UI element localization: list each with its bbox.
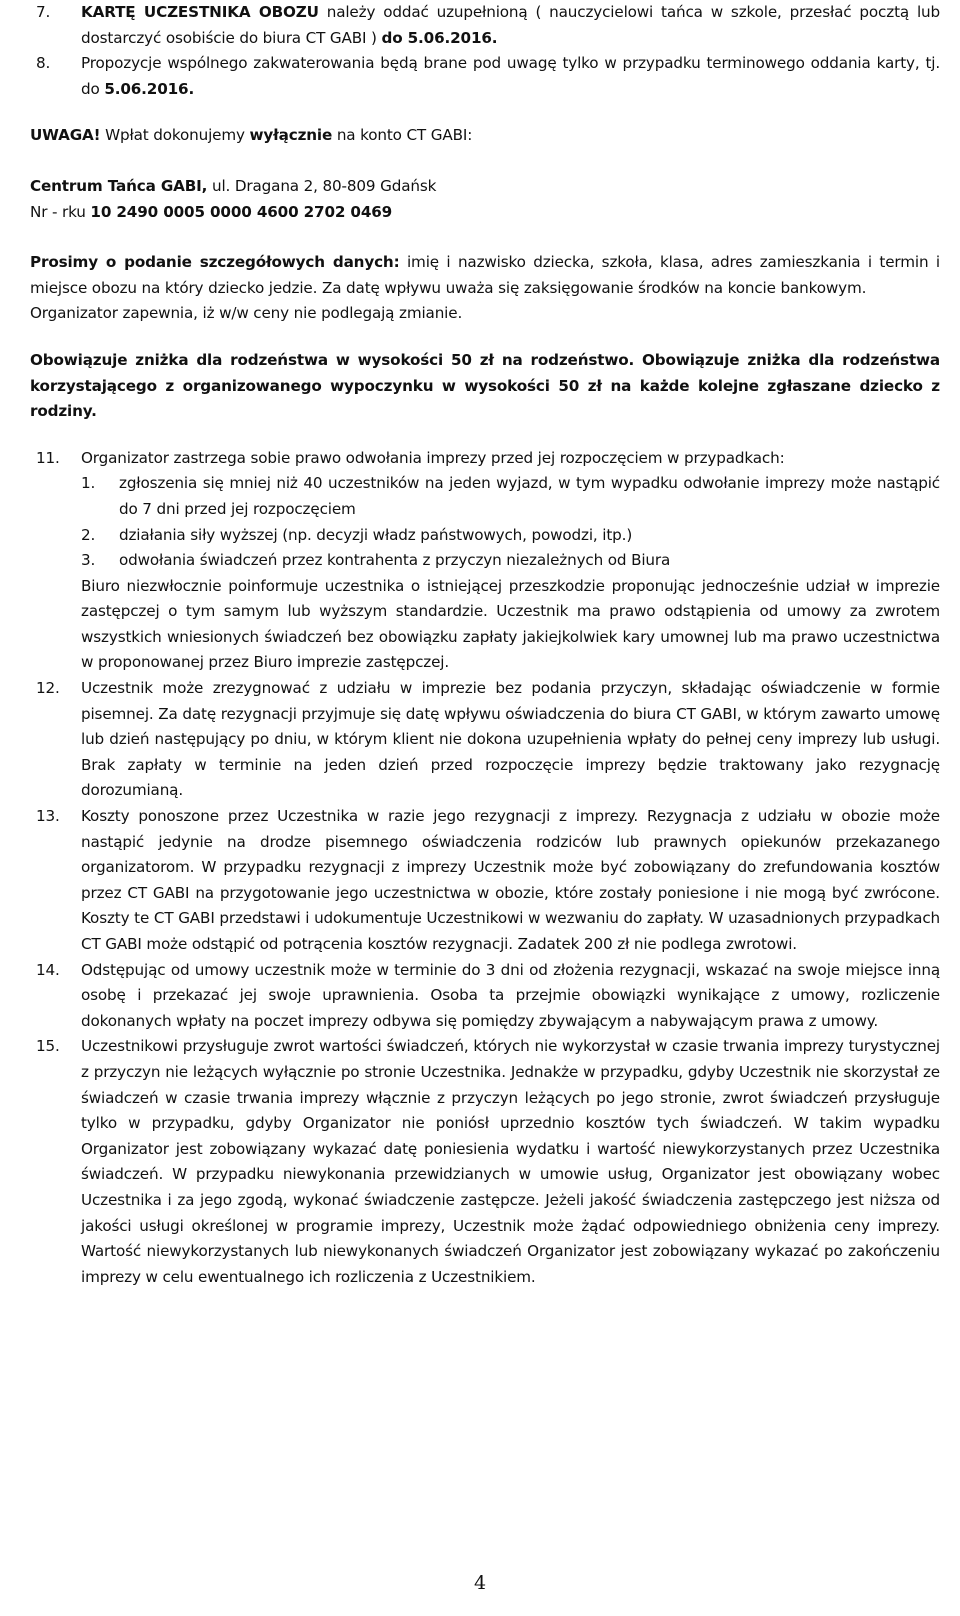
list-item-11 xyxy=(30,446,940,472)
page-number: 4 xyxy=(473,1572,487,1594)
item-text: Koszty ponoszone przez Uczestnika w razie jego rezygnacji z imprezy. Rezygnacja z udziału w obozie może nastąpić jedynie na drodze pisemnego oświadczenia rodziców lub prawnych opiekunów przekazanego organizatorom. W przypadku rezygnacji z imprezy Uczestnik może być zobowiązany do zrefundowania kosztów przez CT GABI na przygotowanie jego uczestnictwa w obozie, które zostały poniesione i nie mogą być zwrócone. Koszty te CT GABI przedstawi i udokumentuje Uczestnikowi w wezwaniu do zapłaty. W uzasadnionych przypadkach CT GABI może odstąpić od potrącenia kosztów rezygnacji. Zadatek 200 zł nie podlega zwrotowi. xyxy=(81,807,940,953)
deadline-date: 5.06.2016. xyxy=(104,79,195,98)
sibling-discount: Obowiązuje zniżka dla rodzeństwa w wysokości 50 zł na rodzeństwo. Obowiązuje zniżka dla rodzeństwa korzystającego z organizowanego wypoczynku w wysokości 50 zł na każde kolejne zgłaszane dziecko z rodziny. xyxy=(30,350,940,421)
sub-item-2 xyxy=(30,523,940,549)
bank-account: Nr - rku 10 2490 0005 0000 4600 2702 0469 xyxy=(30,202,393,221)
item-text: Organizator zastrzega sobie prawo odwołania imprezy przed jej rozpoczęciem w przypadkach: xyxy=(81,448,785,467)
sub-item-3 xyxy=(30,548,940,574)
bank-address: Centrum Tańca GABI, ul. Dragana 2, 80-809 Gdańsk xyxy=(30,176,437,195)
list-item-7 xyxy=(30,0,940,51)
item-text: Propozycje wspólnego zakwaterowania będą brane pod uwagę tylko w przypadku terminowego oddania karty, tj. do xyxy=(81,54,940,98)
item-text: Biuro niezwłocznie poinformuje uczestnika o istniejącej przeszkodzie proponując jednocześnie udział w imprezie zastępczej o tym samym lub wyższym standardzie. Uczestnik ma prawo odstąpienia od umowy za zwrotem wszystkich wniesionych świadczeń bez obowiązku zapłaty jakiejkolwiek kary umownej lub ma prawo uczestnictwa w proponowanej przez Biuro imprezie zastępczej. xyxy=(81,576,940,672)
item-number: 7. xyxy=(36,3,51,21)
sub-item-1 xyxy=(30,471,940,522)
item-11-continuation xyxy=(30,574,940,676)
bank-details xyxy=(30,174,940,225)
sub-item-text: zgłoszenia się mniej niż 40 uczestników na jeden wyjazd, w tym wypadku odwołanie imprezy może nastąpić do 7 dni przed jej rozpoczęciem xyxy=(119,474,940,518)
list-item-14 xyxy=(30,958,940,1035)
list-item-12 xyxy=(30,676,940,804)
document-page xyxy=(30,0,940,1290)
list-item-8 xyxy=(30,51,940,102)
item-text: Uczestnik może zrezygnować z udziału w imprezie bez podania przyczyn, składając oświadczenie w formie pisemnej. Za datę rezygnacji przyjmuje się datę wpływu oświadczenia do biura CT GABI, w którym zawarto umowę lub dzień następujący po dniu, w którym klient nie dokona uzupełnienia wpłaty do pełnej ceny imprezy lub usługi. Brak zapłaty w terminie na jeden dzień przed rozpoczęcie imprezy będzie traktowany jako rezygnację dorozumianą. xyxy=(81,679,940,800)
deadline-date: do 5.06.2016. xyxy=(381,28,498,47)
list-item-13 xyxy=(30,804,940,958)
details-paragraph: Prosimy o podanie szczegółowych danych: imię i nazwisko dziecka, szkoła, klasa, adres zamieszkania i termin i miejsce obozu na który dziecko jedzie. Za datę wpływu uważa się zaksięgowanie środków na koncie bankowym. xyxy=(30,253,940,297)
sub-item-number: 1. xyxy=(81,474,96,493)
account-number: 10 2490 0005 0000 4600 2702 0469 xyxy=(90,202,393,221)
item-text: należy oddać uzupełnioną ( nauczycielowi tańca w szkole, przesłać pocztą lub dostarczyć osobiście do biura CT GABI ) xyxy=(81,3,940,47)
sub-item-number: 2. xyxy=(81,525,96,544)
item-text: Uczestnikowi przysługuje zwrot wartości świadczeń, których nie wykorzystał w czasie trwania imprezy turystycznej z przyczyn nie leżących wyłącznie po stronie Uczestnika. Jednakże w przypadku, gdyby Uczestnik nie skorzystał ze świadczeń w czasie trwania imprezy włącznie z przyczyn leżących po jego stronie, zwrot świadczeń przysługuje tylko w przypadku, gdyby Organizator nie poniósł uprzednio kosztów tych świadczeń. W takim wypadku Organizator jest zobowiązany wykazać datę poniesienia wydatku i wartość niewykorzystanych przez Uczestnika świadczeń. W przypadku niewykonania przewidzianych w umowie usług, Organizator jest obowiązany wobec Uczestnika i za jego zgodą, wykonać świadczenie zastępcze. Jeżeli jakość świadczenia zastępczego jest niższa od jakości usługi określonej w programie imprezy, Uczestnik może żądać odpowiedniego obniżenia ceny imprezy. Wartość niewykorzystanych lub niewykonanych świadczeń Organizator jest zobowiązany wykazać po zakończeniu imprezy w celu ewentualnego ich rozliczenia z Uczestnikiem. xyxy=(81,1037,940,1286)
item-number: 14. xyxy=(36,960,60,979)
sub-item-text: działania siły wyższej (np. decyzji władz państwowych, powodzi, itp.) xyxy=(119,525,633,544)
item-text: Odstępując od umowy uczestnik może w terminie do 3 dni od złożenia rezygnacji, wskazać na swoje miejsce inną osobę i przekazać jej swoje uprawnienia. Osoba ta przejmie obowiązki wynikające z umowy, rozliczenie dokonanych wpłaty na poczet imprezy odbywa się pomiędzy zbywającym a nabywającym prawa z umowy. xyxy=(81,960,940,1030)
camp-card-heading: KARTĘ UCZESTNIKA OBOZU xyxy=(81,3,319,21)
list-item-15 xyxy=(30,1034,940,1290)
price-guarantee: Organizator zapewnia, iż w/w ceny nie podlegają zmianie. xyxy=(30,304,463,323)
item-number: 8. xyxy=(36,54,51,73)
sub-item-number: 3. xyxy=(81,551,96,570)
item-number: 11. xyxy=(36,448,60,467)
bank-name: Centrum Tańca GABI, xyxy=(30,176,208,195)
notice-label: UWAGA! xyxy=(30,126,101,145)
item-number: 12. xyxy=(36,679,60,698)
item-number: 13. xyxy=(36,807,60,826)
payment-notice: UWAGA! Wpłat dokonujemy wyłącznie na konto CT GABI: xyxy=(30,126,473,145)
sub-item-text: odwołania świadczeń przez kontrahenta z przyczyn niezależnych od Biura xyxy=(119,551,671,570)
item-number: 15. xyxy=(36,1037,60,1056)
